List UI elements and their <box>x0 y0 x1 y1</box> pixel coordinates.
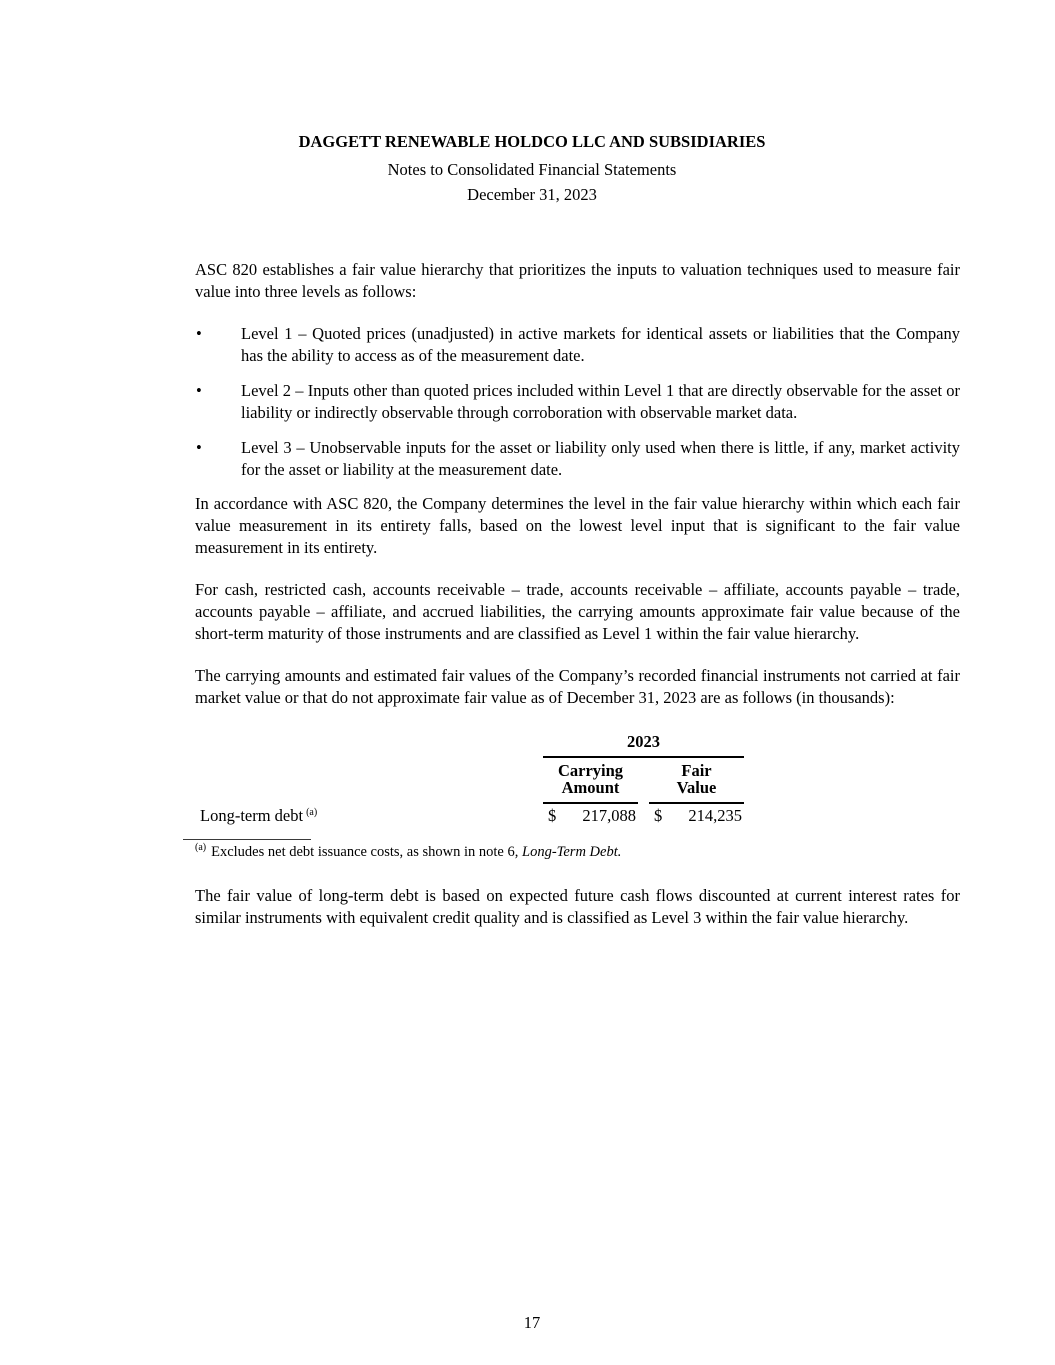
fair-value-value: 214,235 <box>688 806 742 825</box>
table-row-label: Long-term debt $^{(a)}$ <box>200 806 318 825</box>
table-row <box>200 806 744 825</box>
list-item-level-3 <box>195 437 960 481</box>
page-footer <box>0 1312 1055 1334</box>
paragraph-intro: ASC 820 establishes a fair value hierarchy that prioritizes the inputs to valuation techniques used to measure fair value into three levels as follows: <box>195 260 960 301</box>
footnote-text: Excludes net debt issuance costs, as shown in note 6, <box>211 844 522 860</box>
document-subtitle: Notes to Consolidated Financial Statements <box>387 160 677 179</box>
table-column-headers <box>543 761 744 804</box>
page-number: 17 <box>523 1313 541 1332</box>
paragraph-carrying-amounts: The carrying amounts and estimated fair values of the Company’s recorded financial instruments not carried at fair market value or that do not approximate fair value as of December 31, 2023 are as follows (in thousands): <box>195 666 960 707</box>
bullet-icon: • <box>196 324 202 343</box>
footnote-marker: (a) <box>195 842 207 854</box>
paragraph-accordance: In accordance with ASC 820, the Company determines the level in the fair value hierarchy within which each fair value measurement in its entirety falls, based on the lowest level input that is significant to the fair value measurement in its entirety. <box>195 494 960 557</box>
carrying-amount-value: 217,088 <box>582 806 636 825</box>
table-year-header: 2023 <box>543 733 744 758</box>
list-item-level-1 <box>195 323 960 367</box>
fair-value-levels-list <box>195 323 960 481</box>
footnote-reference-title: Long-Term Debt. <box>522 844 622 860</box>
financial-table <box>200 732 744 825</box>
column-header-fair-value: Fair Value <box>649 761 744 804</box>
document-date: December 31, 2023 <box>467 185 597 204</box>
list-item-text: Level 1 – Quoted prices (unadjusted) in active markets for identical assets or liabilities that the Company has the ability to access as of the measurement date. <box>241 324 960 365</box>
paragraph-fair-value-basis: The fair value of long-term debt is based on expected future cash flows discounted at current interest rates for similar instruments with equivalent credit quality and is classified as Level 3 within the fair value hierarchy. <box>195 886 960 927</box>
list-item-text: Level 2 – Inputs other than quoted prices included within Level 1 that are directly observable for the asset or liability or indirectly observable through corroboration with observable market data. <box>241 381 960 422</box>
list-item-text: Level 3 – Unobservable inputs for the asset or liability only used when there is little, if any, market activity for the asset or liability at the measurement date. <box>241 438 960 479</box>
table-cell-carrying-amount <box>543 806 638 825</box>
table-cell-fair-value <box>649 806 744 825</box>
bullet-icon: • <box>196 438 202 457</box>
column-header-carrying-amount: Carrying Amount <box>543 761 638 804</box>
footnote-reference: (a) <box>306 806 318 818</box>
footnote-separator <box>183 839 311 840</box>
bullet-icon: • <box>196 381 202 400</box>
footnote <box>195 839 960 862</box>
currency-symbol: $ <box>654 806 663 825</box>
document-body <box>195 259 960 949</box>
currency-symbol: $ <box>548 806 557 825</box>
list-item-level-2 <box>195 380 960 424</box>
document-title: DAGGETT RENEWABLE HOLDCO LLC AND SUBSIDIARIES <box>298 132 766 151</box>
paragraph-cash-instruments: For cash, restricted cash, accounts receivable – trade, accounts receivable – affiliate, accounts payable – trade, accounts payable – affiliate, and accrued liabilities, the carrying amounts approximate fair value because of the short-term maturity of those instruments and are classified as Level 1 within the fair value hierarchy. <box>195 580 960 643</box>
document-header <box>0 131 1055 206</box>
